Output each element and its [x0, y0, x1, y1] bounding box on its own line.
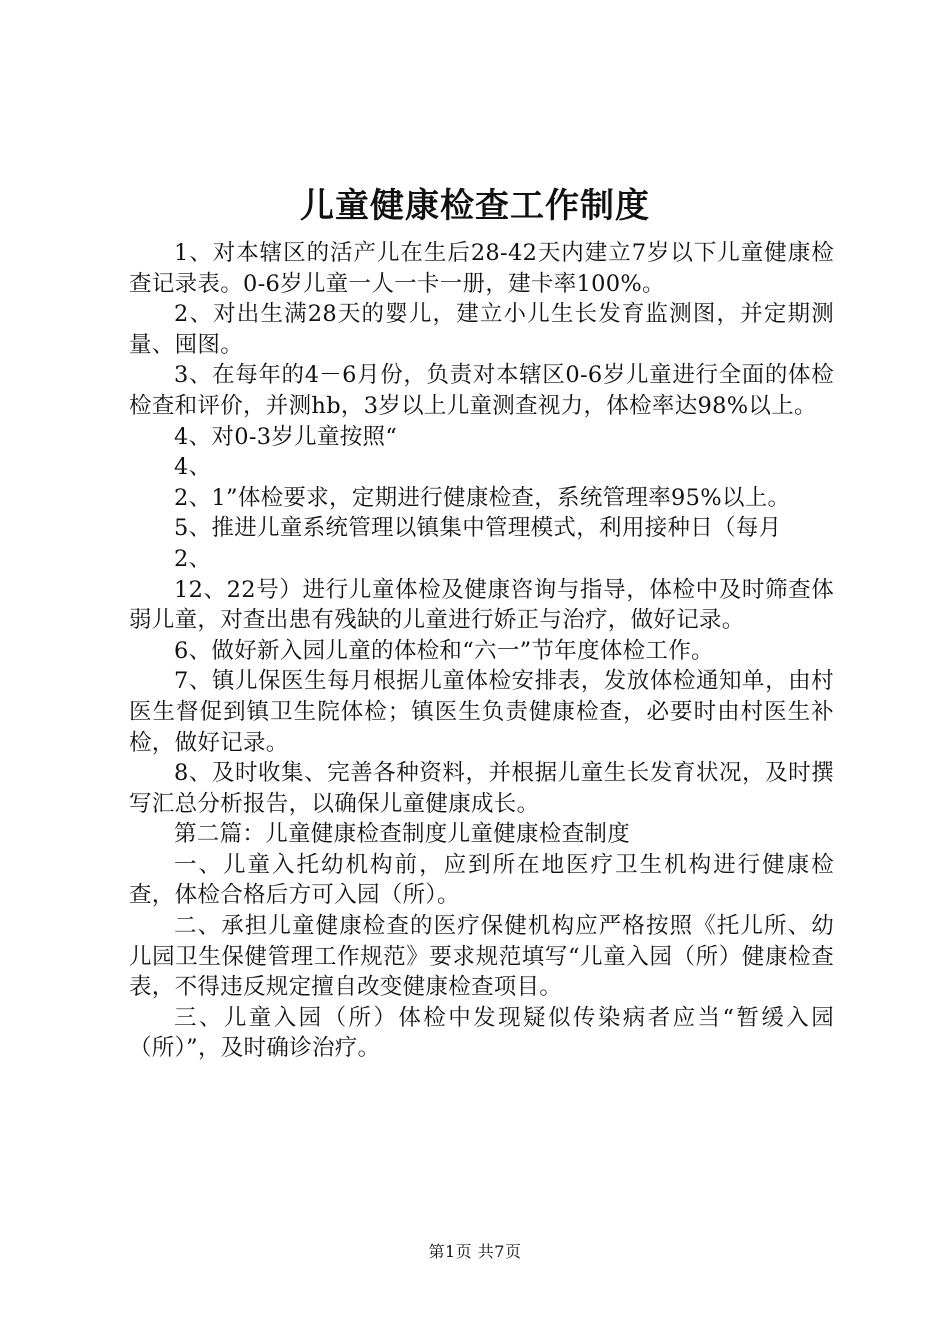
paragraph-6: 2、1”体检要求，定期进行健康检查，系统管理率95%以上。: [174, 484, 791, 511]
paragraph-3: 3、在每年的4－6月份，负责对本辖区0-6岁儿童进行全面的体检检查和评价，并测hb，3岁以上儿童测查视力，体检率达98%以上。: [129, 362, 834, 419]
paragraph-1: 1、对本辖区的活产儿在生后28-42天内建立7岁以下儿童健康检查记录表。0-6岁儿童一人一卡一册，建卡率100%。: [129, 240, 834, 297]
document-body: [129, 238, 834, 1064]
paragraph-11: 7、镇儿保医生每月根据儿童体检安排表，发放体检通知单，由村医生督促到镇卫生院体检；镇医生负责健康检查，必要时由村医生补检，做好记录。: [129, 668, 834, 756]
paragraph-8: 2、: [174, 545, 212, 572]
paragraph-10: 6、做好新入园儿童的体检和“六一”节年度体检工作。: [174, 637, 714, 664]
paragraph-14: 二、承担儿童健康检查的医疗保健机构应严格按照《托儿所、幼儿园卫生保健管理工作规范》要求规范填写“儿童入园（所）健康检查表，不得违反规定擅自改变健康检查项目。: [129, 913, 834, 1001]
paragraph-5: 4、: [174, 454, 212, 481]
paragraph-9: 12、22号）进行儿童体检及健康咨询与指导，体检中及时筛查体弱儿童，对查出患有残缺的儿童进行娇正与治疗，做好记录。: [129, 576, 834, 634]
paragraph-13: 一、儿童入托幼机构前，应到所在地医疗卫生机构进行健康检查，体检合格后方可入园（所）。: [129, 851, 834, 909]
paragraph-15: 三、儿童入园（所）体检中发现疑似传染病者应当“暂缓入园（所）”，及时确诊治疗。: [129, 1004, 834, 1062]
section-heading-2: 第二篇：儿童健康检查制度儿童健康检查制度: [174, 821, 631, 848]
paragraph-12: 8、及时收集、完善各种资料，并根据儿童生长发育状况，及时撰写汇总分析报告，以确保儿童健康成长。: [129, 760, 834, 817]
paragraph-2: 2、对出生满28天的婴儿，建立小儿生长发育监测图，并定期测量、囤图。: [129, 301, 834, 358]
paragraph-7: 5、推进儿童系统管理以镇集中管理模式，利用接种日（每月: [174, 515, 782, 542]
page-footer: 第1页 共7页: [428, 1242, 522, 1261]
paragraph-4: 4、对0-3岁儿童按照“: [174, 423, 398, 450]
document-title: 儿童健康检查工作制度: [300, 186, 650, 226]
